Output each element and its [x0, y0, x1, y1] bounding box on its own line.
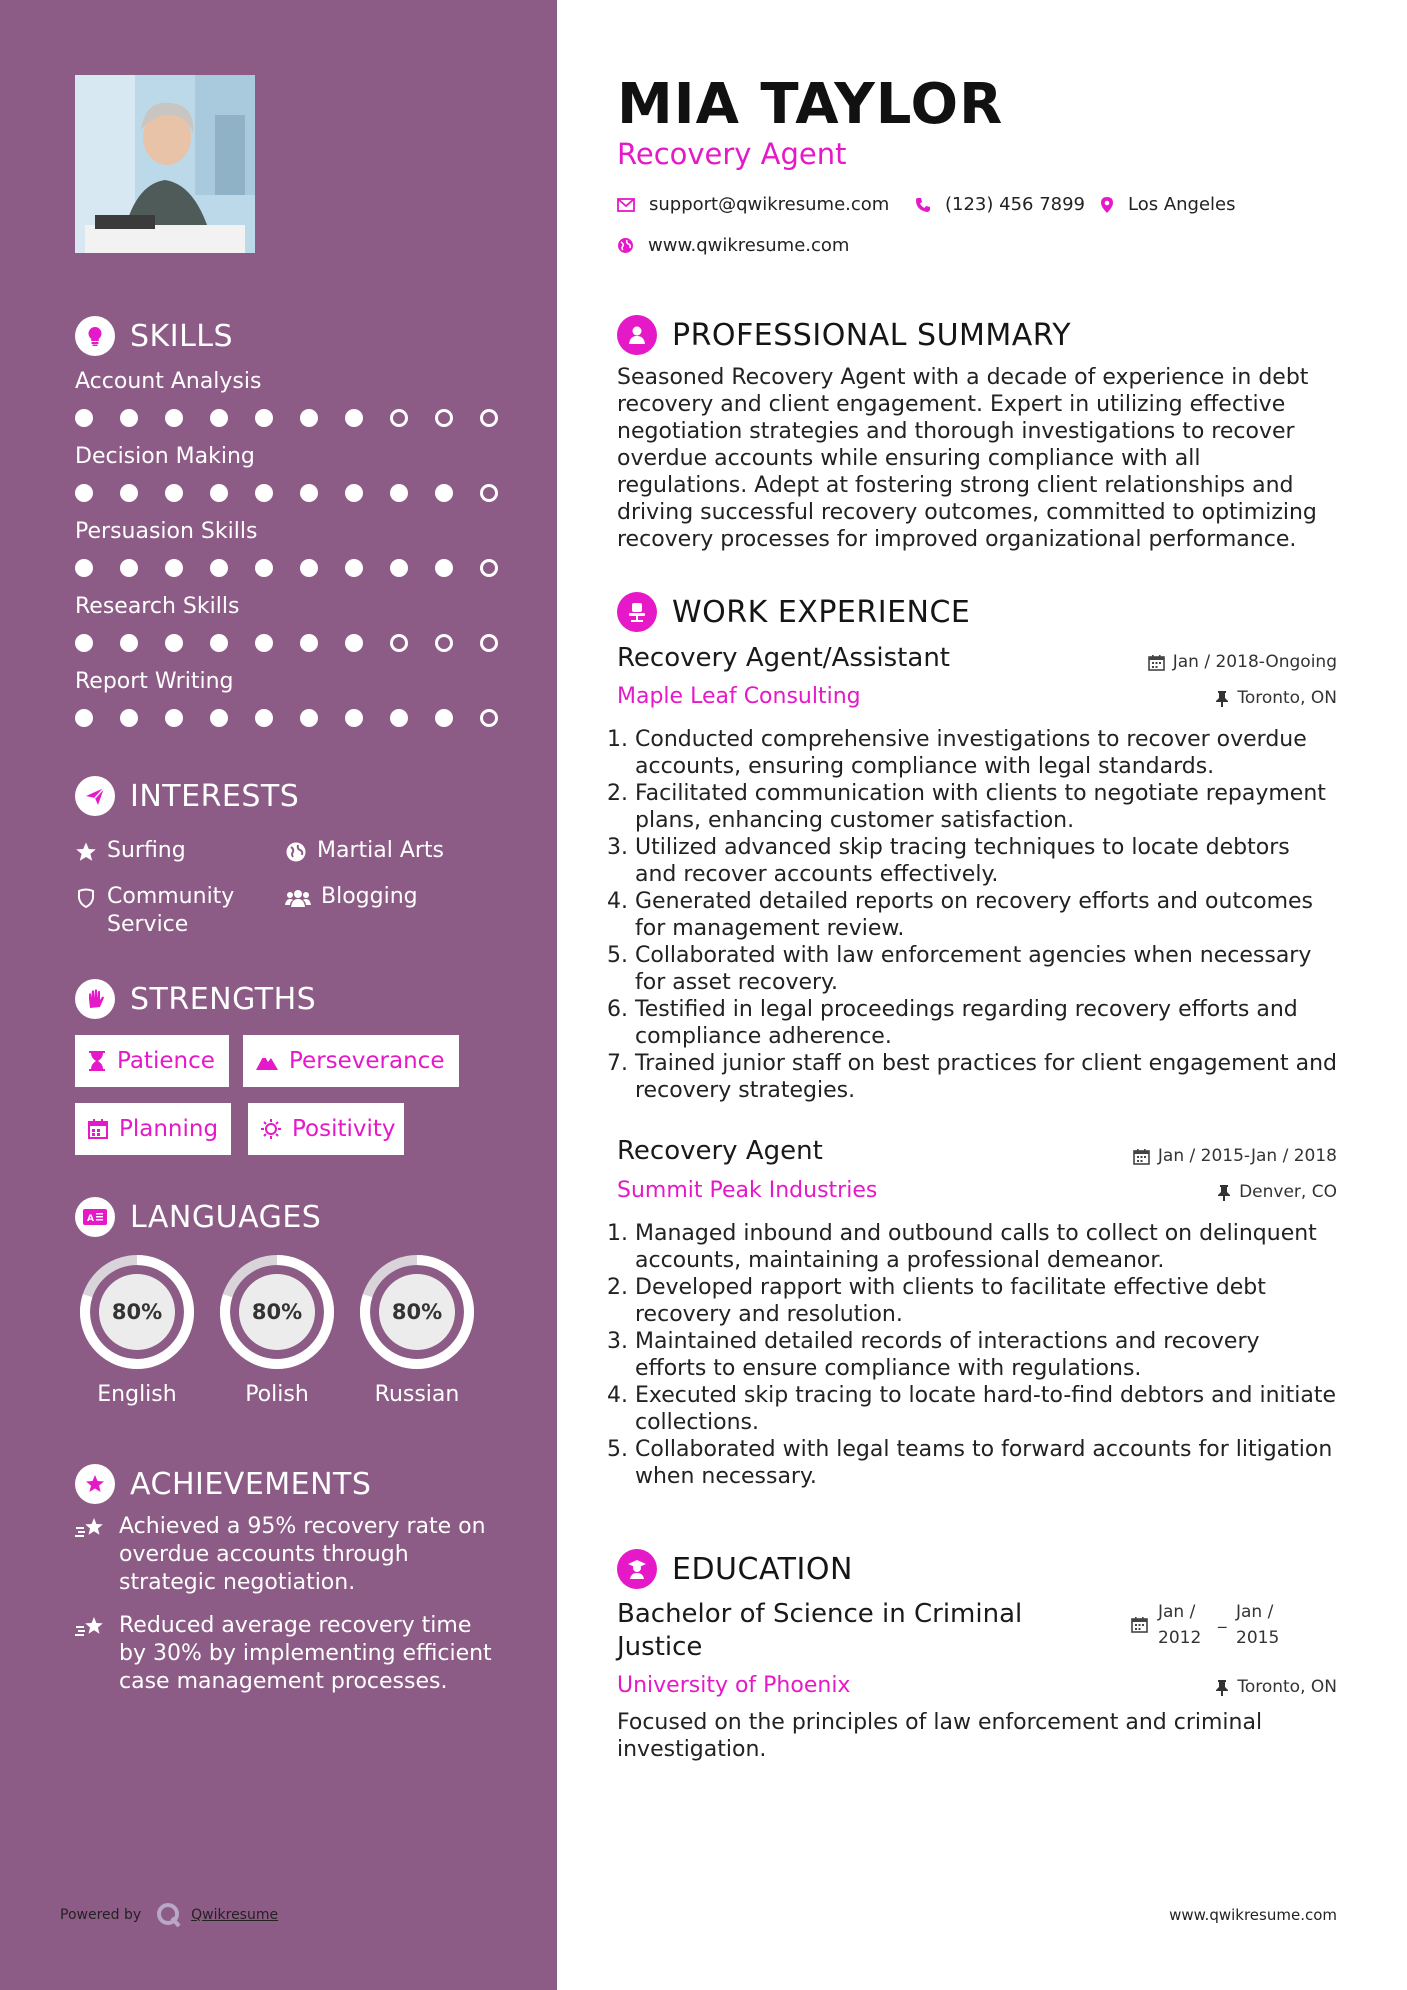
skills-title: SKILLS [130, 318, 234, 354]
map-pin-icon [1100, 196, 1114, 214]
rating-dot-filled [75, 559, 93, 577]
skill-rating [75, 632, 525, 654]
email-text: support@qwikresume.com [649, 194, 890, 215]
rating-dot-filled [255, 484, 273, 502]
rating-dot-empty [480, 484, 498, 502]
rating-dot-filled [435, 709, 453, 727]
strengths-section [75, 978, 515, 1142]
rating-dot-filled [210, 484, 228, 502]
rating-dot-filled [300, 559, 318, 577]
strengths-title: STRENGTHS [130, 981, 317, 1017]
calendar-icon [1133, 1148, 1150, 1165]
users-icon [285, 887, 311, 909]
job-company: Maple Leaf Consulting [617, 684, 861, 709]
skill-name: Report Writing [75, 669, 234, 694]
duty-item: 2. Developed rapport with clients to facilitate effective debt recovery and resolution. [635, 1274, 1337, 1328]
skill-rating [75, 707, 525, 729]
rating-dot-filled [120, 559, 138, 577]
job-location-text: Toronto, ON [1237, 688, 1337, 708]
skill-name: Persuasion Skills [75, 519, 258, 544]
job-location [1215, 688, 1337, 708]
strength-patience [75, 1035, 229, 1087]
strength-label: Planning [119, 1116, 219, 1142]
rating-dot-filled [75, 634, 93, 652]
envelope-icon [617, 198, 635, 212]
rating-dot-filled [390, 484, 408, 502]
job-title: Recovery Agent/Assistant [617, 643, 950, 673]
languages-title: LANGUAGES [130, 1199, 322, 1235]
job-title: Recovery Agent [617, 1136, 823, 1166]
shield-icon [75, 887, 97, 909]
language-percent: 80% [391, 1300, 443, 1324]
interest-label: Blogging [321, 884, 418, 909]
lightbulb-icon [75, 316, 115, 356]
skill-rating [75, 407, 525, 429]
globe-icon [285, 841, 307, 863]
date-dash: _ [1218, 1609, 1227, 1629]
rating-dot-filled [120, 709, 138, 727]
skills-section [75, 315, 525, 742]
contact-email[interactable] [617, 194, 889, 215]
rating-dot-filled [345, 484, 363, 502]
office-chair-icon [617, 592, 657, 632]
achievements-section [75, 1463, 371, 1505]
rating-dot-filled [345, 409, 363, 427]
hand-icon [75, 979, 115, 1019]
achievement-item [75, 1612, 505, 1696]
strength-label: Positivity [292, 1116, 396, 1142]
rating-dot-filled [75, 709, 93, 727]
skill-item [75, 592, 525, 667]
job-dates [1133, 1146, 1337, 1166]
skill-name: Research Skills [75, 594, 240, 619]
strength-planning [75, 1103, 231, 1155]
skill-item [75, 442, 525, 517]
rating-dot-filled [75, 484, 93, 502]
strengths-heading [75, 978, 515, 1020]
duty-item: 1. Conducted comprehensive investigations to recover overdue accounts, ensuring compliance with legal standards. [635, 726, 1337, 780]
language-item [355, 1250, 479, 1407]
job-location-text: Denver, CO [1239, 1182, 1337, 1202]
summary-text: Seasoned Recovery Agent with a decade of experience in debt recovery and client engagement. Expert in utilizing effective negotiation strategies and thorough investigations to recover overdue accounts while ensuring compliance with all regulations. Adept at fostering strong client relationships and driving successful recovery outcomes, committed to optimizing recovery processes for improved organizational performance. [617, 365, 1317, 552]
paper-plane-icon [75, 776, 115, 816]
experience-title: WORK EXPERIENCE [672, 594, 971, 630]
interest-label: Surfing [107, 838, 186, 863]
rating-dot-filled [255, 709, 273, 727]
rating-dot-filled [210, 634, 228, 652]
skills-list [75, 367, 525, 742]
education-location-text: Toronto, ON [1237, 1677, 1337, 1697]
mountain-icon [255, 1050, 279, 1072]
rating-dot-empty [390, 409, 408, 427]
pushpin-icon [1215, 690, 1229, 707]
rating-dot-empty [480, 634, 498, 652]
interest-community-service [75, 883, 265, 939]
strength-positivity [248, 1103, 404, 1155]
rating-dot-filled [390, 709, 408, 727]
rating-dot-filled [390, 559, 408, 577]
rating-dot-filled [255, 409, 273, 427]
language-progress-ring [215, 1250, 339, 1374]
education-end [1236, 1599, 1296, 1651]
duty-item: 7. Trained junior staff on best practices for client engagement and recovery strategies. [635, 1050, 1337, 1104]
rating-dot-filled [210, 409, 228, 427]
powered-by-label: Powered by [60, 1907, 142, 1923]
interests-title: INTERESTS [130, 778, 300, 814]
rating-dot-filled [120, 409, 138, 427]
profile-photo [75, 75, 255, 253]
duty-item: 3. Utilized advanced skip tracing techniques to locate debtors and recover accounts effectively. [635, 834, 1337, 888]
achievement-text: Achieved a 95% recovery rate on overdue accounts through strategic negotiation. [119, 1514, 486, 1595]
education-location [1215, 1677, 1337, 1697]
pushpin-icon [1217, 1184, 1231, 1201]
achievements-title: ACHIEVEMENTS [130, 1466, 372, 1502]
education-start-month: Jan / [1158, 1602, 1196, 1622]
contact-website[interactable] [617, 235, 849, 256]
interests-heading [75, 775, 515, 817]
shooting-star-icon [75, 1614, 107, 1640]
language-name: Polish [245, 1382, 309, 1407]
duty-item: 4. Executed skip tracing to locate hard-to-find debtors and initiate collections. [635, 1382, 1337, 1436]
achievements-heading [75, 1463, 371, 1505]
rating-dot-filled [435, 484, 453, 502]
skills-heading [75, 315, 525, 357]
job-dates-text: Jan / 2015-Jan / 2018 [1157, 1146, 1337, 1166]
achievement-text: Reduced average recovery time by 30% by implementing efficient case management processes. [119, 1613, 492, 1694]
skill-item [75, 367, 525, 442]
summary-title: PROFESSIONAL SUMMARY [672, 317, 1072, 353]
strength-label: Perseverance [289, 1048, 445, 1074]
job-duties [617, 726, 1337, 1104]
rating-dot-filled [255, 559, 273, 577]
interest-surfing [75, 837, 186, 865]
skill-rating [75, 482, 525, 504]
rating-dot-filled [300, 709, 318, 727]
skill-rating [75, 557, 525, 579]
language-name: English [97, 1382, 177, 1407]
shooting-star-icon [75, 1515, 107, 1541]
job-duties [617, 1220, 1337, 1490]
rating-dot-filled [165, 709, 183, 727]
job-location [1217, 1182, 1337, 1202]
rating-dot-filled [120, 484, 138, 502]
calendar-icon [87, 1118, 109, 1140]
rating-dot-filled [210, 559, 228, 577]
skill-name: Account Analysis [75, 369, 262, 394]
contact-location [1100, 194, 1236, 215]
duty-item: 5. Collaborated with legal teams to forward accounts for litigation when necessary. [635, 1436, 1337, 1490]
education-start-year: 2012 [1158, 1628, 1202, 1648]
rating-dot-filled [165, 559, 183, 577]
duty-item: 6. Testified in legal proceedings regarding recovery efforts and compliance adherence. [635, 996, 1337, 1050]
graduation-icon [617, 1549, 657, 1589]
powered-by [60, 1901, 278, 1929]
interest-martial-arts [285, 837, 444, 865]
rating-dot-empty [480, 409, 498, 427]
star-icon [75, 841, 97, 863]
skill-item [75, 517, 525, 592]
duty-item: 2. Facilitated communication with clients to negotiate repayment plans, enhancing customer satisfaction. [635, 780, 1337, 834]
language-progress-ring [75, 1250, 199, 1374]
duty-item: 5. Collaborated with law enforcement agencies when necessary for asset recovery. [635, 942, 1337, 996]
rating-dot-filled [345, 634, 363, 652]
job-dates [1148, 652, 1337, 672]
language-percent: 80% [111, 1300, 163, 1324]
education-dates [1131, 1599, 1296, 1651]
footer-website-link[interactable]: www.qwikresume.com [1169, 1906, 1337, 1924]
rating-dot-filled [345, 709, 363, 727]
hourglass-icon [87, 1050, 107, 1072]
language-percent: 80% [251, 1300, 303, 1324]
sun-icon [260, 1118, 282, 1140]
rating-dot-filled [165, 634, 183, 652]
duty-item: 3. Maintained detailed records of interactions and recovery efforts to ensure compliance with regulations. [635, 1328, 1337, 1382]
strength-label: Patience [117, 1048, 215, 1074]
education-end-year: 2015 [1236, 1628, 1280, 1648]
language-name: Russian [374, 1382, 460, 1407]
language-item [75, 1250, 199, 1407]
candidate-name: MIA TAYLOR [617, 72, 1004, 137]
rating-dot-empty [435, 634, 453, 652]
job-company: Summit Peak Industries [617, 1178, 878, 1203]
location-text: Los Angeles [1128, 194, 1236, 215]
language-progress-ring [355, 1250, 479, 1374]
rating-dot-empty [435, 409, 453, 427]
languages-section [75, 1196, 515, 1416]
phone-text: (123) 456 7899 [945, 194, 1086, 215]
summary-heading [617, 315, 1071, 355]
rating-dot-filled [435, 559, 453, 577]
rating-dot-empty [480, 559, 498, 577]
interest-label: Community Service [107, 884, 235, 937]
interest-label: Martial Arts [317, 838, 445, 863]
qwikresume-logo-icon [155, 1901, 183, 1929]
pushpin-icon [1215, 1679, 1229, 1696]
languages-heading [75, 1196, 515, 1238]
education-description: Focused on the principles of law enforcement and criminal investigation. [617, 1710, 1263, 1762]
skill-name: Decision Making [75, 444, 255, 469]
education-start [1158, 1599, 1218, 1651]
rating-dot-filled [300, 484, 318, 502]
education-end-month: Jan / [1236, 1602, 1274, 1622]
rating-dot-filled [345, 559, 363, 577]
achievement-item [75, 1513, 505, 1597]
sidebar [0, 0, 557, 1990]
website-text: www.qwikresume.com [648, 235, 850, 256]
rating-dot-filled [75, 409, 93, 427]
rating-dot-filled [255, 634, 273, 652]
experience-heading [617, 592, 970, 632]
language-item [215, 1250, 339, 1407]
qwikresume-link[interactable]: Qwikresume [191, 1907, 279, 1923]
interest-blogging [285, 883, 418, 911]
svg-text:A: A [87, 1214, 94, 1224]
rating-dot-filled [165, 484, 183, 502]
calendar-icon [1148, 654, 1165, 671]
education-heading [617, 1549, 853, 1589]
interests-section [75, 775, 515, 935]
rating-dot-filled [210, 709, 228, 727]
school-name: University of Phoenix [617, 1673, 851, 1698]
candidate-role: Recovery Agent [617, 137, 847, 171]
degree-title: Bachelor of Science in Criminal Justice [617, 1599, 1023, 1662]
duty-item: 4. Generated detailed reports on recovery efforts and outcomes for management review. [635, 888, 1337, 942]
rating-dot-filled [165, 409, 183, 427]
rating-dot-empty [390, 634, 408, 652]
trophy-star-icon [75, 1464, 115, 1504]
calendar-icon [1131, 1616, 1148, 1633]
strength-perseverance [243, 1035, 459, 1087]
rating-dot-filled [300, 409, 318, 427]
duty-item: 1. Managed inbound and outbound calls to collect on delinquent accounts, maintaining a professional demeanor. [635, 1220, 1337, 1274]
user-icon [617, 315, 657, 355]
contact-phone[interactable] [915, 194, 1085, 215]
skill-item [75, 667, 525, 742]
rating-dot-empty [480, 709, 498, 727]
education-title: EDUCATION [672, 1551, 853, 1587]
phone-icon [915, 197, 931, 213]
job-dates-text: Jan / 2018-Ongoing [1172, 652, 1337, 672]
rating-dot-filled [300, 634, 318, 652]
language-icon [75, 1197, 115, 1237]
globe-icon [617, 237, 634, 254]
rating-dot-filled [120, 634, 138, 652]
